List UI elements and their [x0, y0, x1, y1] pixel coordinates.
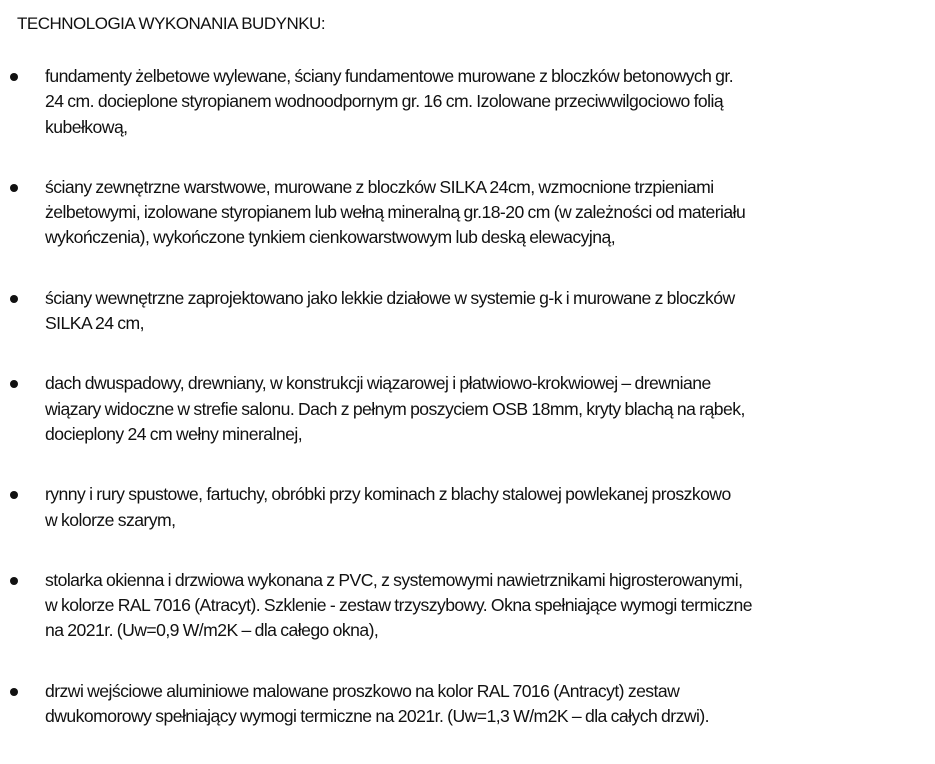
text-line: w kolorze RAL 7016 (Atracyt). Szklenie - zestaw trzyszybowy. Okna spełniające wymogi termiczne	[45, 595, 752, 616]
bullet-icon	[10, 184, 18, 192]
text-line: drzwi wejściowe aluminiowe malowane proszkowo na kolor RAL 7016 (Antracyt) zestaw	[45, 680, 680, 701]
bullet-icon	[10, 491, 18, 499]
bullet-icon	[10, 295, 18, 303]
bullet-icon	[10, 73, 18, 81]
list-item-exterior-walls	[0, 175, 935, 251]
text-line: wiązary widoczne w strefie salonu. Dach z pełnym poszyciem OSB 18mm, kryty blachą na rąbek,	[45, 398, 745, 419]
list-item-text	[45, 568, 925, 644]
text-line: rynny i rury spustowe, fartuchy, obróbki przy kominach z blachy stalowej powlekanej proszkowo	[45, 484, 731, 505]
list-item-text	[45, 64, 925, 140]
list-item-foundations	[0, 64, 935, 140]
text-line: dach dwuspadowy, drewniany, w konstrukcji wiązarowej i płatwiowo-krokwiowej – drewniane	[45, 373, 711, 394]
list-item-text	[45, 286, 925, 337]
list-item-roof	[0, 371, 935, 447]
technology-list	[0, 64, 935, 764]
bullet-icon	[10, 688, 18, 696]
text-line: docieplony 24 cm wełny mineralnej,	[45, 423, 303, 444]
text-line: fundamenty żelbetowe wylewane, ściany fundamentowe murowane z bloczków betonowych gr.	[45, 66, 734, 86]
list-item-text	[45, 371, 925, 447]
document-title: TECHNOLOGIA WYKONANIA BUDYNKU:	[17, 14, 326, 33]
list-item-windows	[0, 568, 935, 644]
text-line: stolarka okienna i drzwiowa wykonana z PVC, z systemowymi nawietrznikami higrosterowanymi,	[45, 569, 743, 590]
text-line: 24 cm. docieplone styropianem wodnoodpornym gr. 16 cm. Izolowane przeciwwilgociowo folią	[45, 91, 724, 112]
text-line: w kolorze szarym,	[45, 509, 176, 530]
text-line: ściany wewnętrzne zaprojektowano jako lekkie działowe w systemie g-k i murowane z bloczków	[45, 287, 735, 308]
list-item-entrance-door	[0, 679, 935, 730]
text-line: żelbetowymi, izolowane styropianem lub wełną mineralną gr.18-20 cm (w zależności od materiału	[45, 202, 746, 223]
text-line: ściany zewnętrzne warstwowe, murowane z bloczków SILKA 24cm, wzmocnione trzpieniami	[45, 176, 714, 197]
list-item-interior-walls	[0, 286, 935, 337]
text-line: kubełkową,	[45, 116, 128, 137]
text-line: wykończenia), wykończone tynkiem cienkowarstwowym lub deską elewacyjną,	[45, 227, 616, 248]
bullet-icon	[10, 577, 18, 585]
list-item-text	[45, 482, 925, 533]
list-item-gutters	[0, 482, 935, 533]
text-line: dwukomorowy spełniający wymogi termiczne na 2021r. (Uw=1,3 W/m2K – dla całych drzwi).	[45, 706, 709, 727]
text-line: na 2021r. (Uw=0,9 W/m2K – dla całego okna),	[45, 620, 379, 641]
list-item-text	[45, 175, 925, 251]
list-item-text	[45, 679, 925, 730]
bullet-icon	[10, 380, 18, 388]
text-line: SILKA 24 cm,	[45, 313, 144, 334]
